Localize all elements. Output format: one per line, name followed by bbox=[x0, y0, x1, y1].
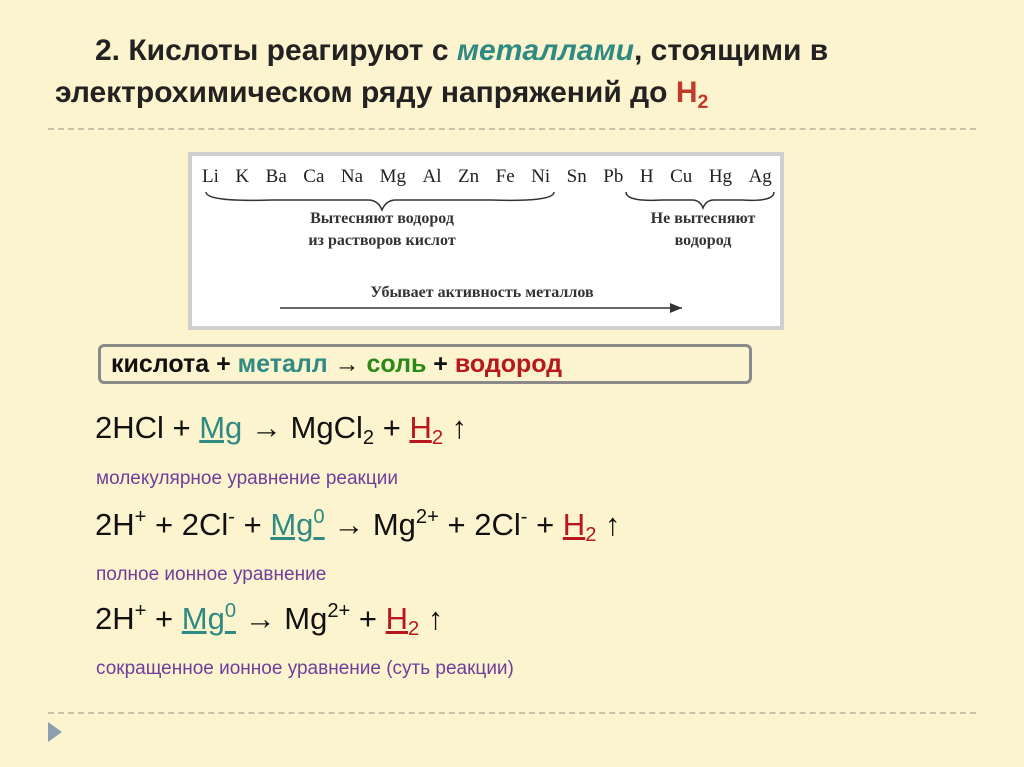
eq2-part-e-sup: - bbox=[520, 506, 528, 528]
molecular-equation bbox=[95, 410, 467, 450]
eq1-hydrogen-symbol: H bbox=[409, 410, 432, 445]
scheme-acid: кислота bbox=[111, 350, 210, 378]
series-element: Hg bbox=[708, 166, 733, 187]
eq2-part-f: + bbox=[527, 507, 563, 543]
series-element: Sn bbox=[566, 166, 587, 187]
reaction-scheme-box bbox=[98, 344, 752, 384]
eq2-part-e: + 2Cl bbox=[438, 507, 521, 543]
series-element: Mg bbox=[379, 166, 406, 187]
bottom-divider bbox=[48, 712, 976, 714]
eq3-part-a-sup: + bbox=[134, 600, 147, 622]
title-hydrogen bbox=[675, 76, 709, 113]
full-ionic-equation-note: полное ионное уравнение bbox=[96, 564, 327, 585]
eq1-hydrogen bbox=[409, 410, 444, 450]
title-divider bbox=[48, 128, 976, 130]
activity-arrow-head bbox=[670, 303, 682, 313]
displace-label-line2: из растворов кислот bbox=[308, 232, 456, 249]
eq3-magnesium bbox=[182, 601, 236, 636]
scheme-plus-1: + bbox=[209, 350, 238, 378]
series-element: Ca bbox=[303, 166, 325, 187]
eq1-part-c: + bbox=[374, 410, 410, 445]
activity-series-figure bbox=[188, 152, 784, 330]
eq3-hydrogen-subscript: 2 bbox=[408, 618, 420, 641]
eq2-hydrogen bbox=[562, 507, 597, 547]
eq2-part-b: + 2Cl bbox=[146, 507, 229, 543]
eq2-part-a-sup: + bbox=[134, 506, 147, 528]
title-text-1: 2. Кислоты реагируют с bbox=[95, 34, 457, 67]
eq3-part-b: + bbox=[146, 601, 182, 637]
eq3-up-arrow: ↑ bbox=[419, 601, 444, 637]
series-element: Ni bbox=[531, 166, 551, 187]
scheme-arrow: → bbox=[327, 350, 367, 378]
displace-label-line1: Вытесняют водород bbox=[310, 210, 454, 227]
series-element: H bbox=[639, 166, 654, 187]
eq1-up-arrow: ↑ bbox=[443, 410, 468, 445]
series-element: Zn bbox=[458, 166, 480, 187]
eq2-part-a: 2H bbox=[95, 507, 135, 543]
series-element: Fe bbox=[495, 166, 515, 187]
eq1-magnesium: Mg bbox=[199, 410, 243, 445]
series-element: Ba bbox=[265, 166, 287, 187]
slide-bullet-icon bbox=[48, 722, 62, 742]
eq2-part-d-sup: 2+ bbox=[415, 506, 439, 528]
slide-title bbox=[55, 30, 1005, 123]
eq3-part-d: + bbox=[350, 601, 386, 637]
activity-label: Убывает активность металлов bbox=[370, 284, 594, 301]
scheme-metal: металл bbox=[237, 350, 328, 378]
nodisplace-label-line2: водород bbox=[674, 232, 732, 249]
eq2-magnesium bbox=[270, 507, 324, 542]
title-hydrogen-symbol: H bbox=[675, 76, 698, 109]
series-element: Pb bbox=[603, 166, 624, 187]
scheme-salt: соль bbox=[366, 350, 427, 378]
eq2-part-d: → Mg bbox=[324, 507, 416, 543]
eq3-magnesium-sup: 0 bbox=[224, 600, 237, 622]
series-element: Al bbox=[422, 166, 442, 187]
short-ionic-equation bbox=[95, 600, 443, 641]
eq1-hydrogen-subscript: 2 bbox=[431, 427, 444, 450]
title-hydrogen-subscript: 2 bbox=[697, 90, 709, 113]
eq1-part-a: 2HCl + bbox=[95, 410, 200, 445]
eq3-magnesium-symbol: Mg bbox=[181, 601, 225, 637]
title-text-2: , стоящими в bbox=[634, 34, 829, 67]
scheme-hydrogen: водород bbox=[454, 350, 563, 378]
eq3-hydrogen bbox=[385, 601, 420, 641]
displace-label bbox=[252, 208, 512, 252]
eq1-part-b: → MgCl bbox=[242, 410, 363, 445]
eq2-magnesium-sup: 0 bbox=[313, 506, 325, 528]
molecular-equation-note: молекулярное уравнение реакции bbox=[96, 468, 398, 489]
eq2-up-arrow: ↑ bbox=[596, 507, 621, 543]
eq3-hydrogen-symbol: H bbox=[385, 601, 409, 637]
title-metals-word: металлами bbox=[456, 34, 634, 67]
eq1-part-b-subscript: 2 bbox=[362, 427, 375, 450]
series-element: Li bbox=[202, 166, 219, 187]
title-text-3: электрохимическом ряду напряжений до bbox=[55, 76, 676, 109]
scheme-plus-2: + bbox=[426, 350, 455, 378]
series-element: Ag bbox=[748, 166, 772, 187]
eq2-hydrogen-subscript: 2 bbox=[585, 524, 597, 547]
series-element: K bbox=[235, 166, 250, 187]
full-ionic-equation bbox=[95, 506, 621, 547]
eq2-part-b-sup: - bbox=[228, 506, 235, 528]
eq2-hydrogen-symbol: H bbox=[562, 507, 586, 543]
eq3-part-a: 2H bbox=[95, 601, 135, 637]
series-element: Na bbox=[340, 166, 364, 187]
series-element: Cu bbox=[670, 166, 693, 187]
eq3-part-c: → Mg bbox=[236, 601, 328, 637]
eq2-part-c: + bbox=[234, 507, 271, 543]
nodisplace-brace bbox=[626, 192, 774, 208]
eq3-part-c-sup: 2+ bbox=[327, 600, 351, 622]
nodisplace-label-line1: Не вытесняют bbox=[650, 210, 756, 227]
nodisplace-label bbox=[618, 208, 788, 252]
eq2-magnesium-symbol: Mg bbox=[270, 507, 314, 543]
short-ionic-equation-note: сокращенное ионное уравнение (суть реакции) bbox=[96, 658, 514, 679]
